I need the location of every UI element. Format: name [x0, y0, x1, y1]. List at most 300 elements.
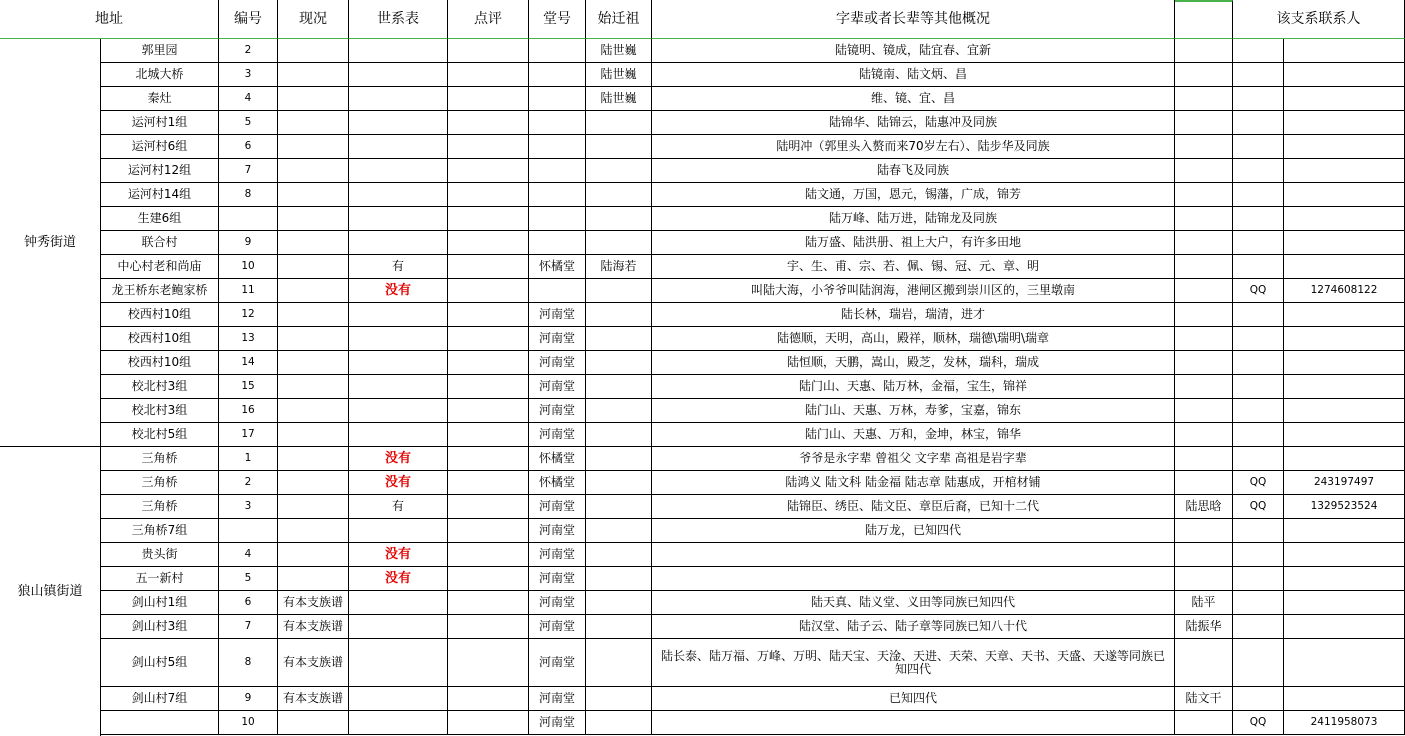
genealogy-cell[interactable] [349, 303, 448, 327]
ancestor-cell[interactable] [586, 423, 652, 447]
info-cell[interactable]: 爷爷是永字辈 曾祖父 文字辈 高祖是岩字辈 [652, 447, 1175, 471]
phone-cell[interactable] [1284, 639, 1405, 687]
genealogy-cell[interactable] [349, 687, 448, 711]
number-cell[interactable]: 2 [219, 471, 278, 495]
genealogy-cell[interactable] [349, 639, 448, 687]
ancestor-cell[interactable] [586, 159, 652, 183]
info-cell[interactable]: 陆天真、陆义堂、义田等同族已知四代 [652, 591, 1175, 615]
hall-cell[interactable]: 河南堂 [529, 567, 586, 591]
address-cell[interactable]: 剑山村5组 [101, 639, 219, 687]
review-cell[interactable] [448, 135, 529, 159]
info-cell[interactable]: 陆德顺，天明，高山，殿祥，顺林，瑞德\瑞明\瑞章 [652, 327, 1175, 351]
address-cell[interactable]: 龙王桥东老鲍家桥 [101, 279, 219, 303]
contact-cell[interactable] [1175, 711, 1233, 735]
contact-cell[interactable] [1175, 111, 1233, 135]
number-cell[interactable]: 5 [219, 111, 278, 135]
status-cell[interactable] [278, 231, 349, 255]
ancestor-cell[interactable] [586, 687, 652, 711]
review-cell[interactable] [448, 687, 529, 711]
qq-cell[interactable] [1233, 303, 1284, 327]
address-cell[interactable]: 校西村10组 [101, 303, 219, 327]
genealogy-cell[interactable] [349, 375, 448, 399]
ancestor-cell[interactable] [586, 471, 652, 495]
phone-cell[interactable] [1284, 447, 1405, 471]
hall-cell[interactable]: 河南堂 [529, 351, 586, 375]
contact-cell[interactable] [1175, 159, 1233, 183]
address-cell[interactable]: 剑山村3组 [101, 615, 219, 639]
status-cell[interactable] [278, 567, 349, 591]
qq-cell[interactable] [1233, 207, 1284, 231]
contact-cell[interactable] [1175, 471, 1233, 495]
number-cell[interactable]: 7 [219, 615, 278, 639]
qq-cell[interactable] [1233, 567, 1284, 591]
phone-cell[interactable] [1284, 111, 1405, 135]
qq-cell[interactable] [1233, 351, 1284, 375]
hall-cell[interactable]: 怀橘堂 [529, 447, 586, 471]
genealogy-cell[interactable] [349, 615, 448, 639]
ancestor-cell[interactable] [586, 183, 652, 207]
genealogy-cell[interactable]: 没有 [349, 543, 448, 567]
contact-cell[interactable] [1175, 207, 1233, 231]
phone-cell[interactable] [1284, 519, 1405, 543]
number-cell[interactable]: 9 [219, 231, 278, 255]
info-cell[interactable]: 陆汉堂、陆子云、陆子章等同族已知八十代 [652, 615, 1175, 639]
hall-cell[interactable]: 河南堂 [529, 327, 586, 351]
phone-cell[interactable]: 243197497 [1284, 471, 1405, 495]
address-cell[interactable]: 生建6组 [101, 207, 219, 231]
status-cell[interactable] [278, 375, 349, 399]
group-zhongxiu-street[interactable]: 钟秀街道 [0, 39, 101, 447]
info-cell[interactable]: 陆万盛、陆洪册、祖上大户，有许多田地 [652, 231, 1175, 255]
hall-cell[interactable]: 河南堂 [529, 639, 586, 687]
genealogy-cell[interactable]: 没有 [349, 567, 448, 591]
ancestor-cell[interactable] [586, 519, 652, 543]
status-cell[interactable] [278, 351, 349, 375]
review-cell[interactable] [448, 471, 529, 495]
phone-cell[interactable] [1284, 375, 1405, 399]
review-cell[interactable] [448, 543, 529, 567]
ancestor-cell[interactable]: 陆世巍 [586, 63, 652, 87]
info-cell[interactable] [652, 711, 1175, 735]
hall-cell[interactable]: 河南堂 [529, 423, 586, 447]
genealogy-cell[interactable] [349, 111, 448, 135]
genealogy-cell[interactable] [349, 519, 448, 543]
status-cell[interactable] [278, 327, 349, 351]
ancestor-cell[interactable] [586, 447, 652, 471]
review-cell[interactable] [448, 447, 529, 471]
header-blank[interactable] [1175, 0, 1233, 39]
ancestor-cell[interactable]: 陆海若 [586, 255, 652, 279]
number-cell[interactable]: 4 [219, 543, 278, 567]
ancestor-cell[interactable] [586, 711, 652, 735]
header-first-ancestor[interactable]: 始迁祖 [586, 0, 652, 39]
info-cell[interactable] [652, 567, 1175, 591]
hall-cell[interactable]: 河南堂 [529, 687, 586, 711]
ancestor-cell[interactable] [586, 135, 652, 159]
review-cell[interactable] [448, 159, 529, 183]
status-cell[interactable] [278, 63, 349, 87]
phone-cell[interactable] [1284, 351, 1405, 375]
address-cell[interactable]: 校西村10组 [101, 351, 219, 375]
address-cell[interactable]: 三角桥 [101, 495, 219, 519]
header-status[interactable]: 现况 [278, 0, 349, 39]
contact-cell[interactable] [1175, 39, 1233, 63]
hall-cell[interactable]: 河南堂 [529, 495, 586, 519]
address-cell[interactable]: 校北村3组 [101, 375, 219, 399]
qq-cell[interactable] [1233, 183, 1284, 207]
qq-cell[interactable] [1233, 135, 1284, 159]
contact-cell[interactable]: 陆文干 [1175, 687, 1233, 711]
genealogy-cell[interactable] [349, 183, 448, 207]
status-cell[interactable] [278, 39, 349, 63]
status-cell[interactable] [278, 447, 349, 471]
qq-cell[interactable] [1233, 327, 1284, 351]
status-cell[interactable] [278, 303, 349, 327]
hall-cell[interactable] [529, 183, 586, 207]
group-langshan-street[interactable]: 狼山镇街道 [0, 447, 101, 736]
contact-cell[interactable] [1175, 63, 1233, 87]
qq-cell[interactable] [1233, 111, 1284, 135]
address-cell[interactable]: 五一新村 [101, 567, 219, 591]
qq-cell[interactable]: QQ [1233, 471, 1284, 495]
number-cell[interactable]: 11 [219, 279, 278, 303]
info-cell[interactable]: 陆锦华、陆锦云，陆惠冲及同族 [652, 111, 1175, 135]
phone-cell[interactable] [1284, 423, 1405, 447]
qq-cell[interactable]: QQ [1233, 495, 1284, 519]
address-cell[interactable]: 北城大桥 [101, 63, 219, 87]
review-cell[interactable] [448, 255, 529, 279]
review-cell[interactable] [448, 711, 529, 735]
genealogy-cell[interactable] [349, 207, 448, 231]
contact-cell[interactable] [1175, 543, 1233, 567]
phone-cell[interactable] [1284, 159, 1405, 183]
phone-cell[interactable] [1284, 231, 1405, 255]
number-cell[interactable]: 10 [219, 255, 278, 279]
qq-cell[interactable] [1233, 591, 1284, 615]
hall-cell[interactable] [529, 111, 586, 135]
ancestor-cell[interactable] [586, 303, 652, 327]
review-cell[interactable] [448, 39, 529, 63]
qq-cell[interactable] [1233, 615, 1284, 639]
phone-cell[interactable] [1284, 183, 1405, 207]
number-cell[interactable]: 3 [219, 63, 278, 87]
review-cell[interactable] [448, 615, 529, 639]
genealogy-cell[interactable] [349, 351, 448, 375]
address-cell[interactable] [101, 711, 219, 735]
header-hall-name[interactable]: 堂号 [529, 0, 586, 39]
status-cell[interactable] [278, 207, 349, 231]
contact-cell[interactable] [1175, 399, 1233, 423]
info-cell[interactable]: 陆门山、天惠、万和，金坤，林宝，锦华 [652, 423, 1175, 447]
phone-cell[interactable] [1284, 567, 1405, 591]
address-cell[interactable]: 校北村3组 [101, 399, 219, 423]
qq-cell[interactable] [1233, 231, 1284, 255]
status-cell[interactable]: 有本支族谱 [278, 591, 349, 615]
genealogy-cell[interactable] [349, 399, 448, 423]
info-cell[interactable]: 陆明冲（郭里头入赘而来70岁左右）、陆步华及同族 [652, 135, 1175, 159]
info-cell[interactable]: 陆恒顺，天鹏，嵩山，殿芝，发林，瑞科，瑞成 [652, 351, 1175, 375]
qq-cell[interactable] [1233, 255, 1284, 279]
status-cell[interactable] [278, 183, 349, 207]
status-cell[interactable] [278, 279, 349, 303]
address-cell[interactable]: 三角桥7组 [101, 519, 219, 543]
status-cell[interactable]: 有本支族谱 [278, 639, 349, 687]
genealogy-cell[interactable] [349, 591, 448, 615]
qq-cell[interactable] [1233, 39, 1284, 63]
ancestor-cell[interactable] [586, 639, 652, 687]
qq-cell[interactable]: QQ [1233, 279, 1284, 303]
hall-cell[interactable] [529, 135, 586, 159]
number-cell[interactable] [219, 207, 278, 231]
info-cell[interactable]: 陆长林，瑞岩，瑞清，进才 [652, 303, 1175, 327]
address-cell[interactable]: 秦灶 [101, 87, 219, 111]
number-cell[interactable]: 14 [219, 351, 278, 375]
genealogy-cell[interactable] [349, 231, 448, 255]
genealogy-cell[interactable] [349, 63, 448, 87]
contact-cell[interactable] [1175, 279, 1233, 303]
ancestor-cell[interactable] [586, 111, 652, 135]
contact-cell[interactable] [1175, 447, 1233, 471]
contact-cell[interactable] [1175, 135, 1233, 159]
review-cell[interactable] [448, 423, 529, 447]
hall-cell[interactable] [529, 207, 586, 231]
number-cell[interactable]: 13 [219, 327, 278, 351]
contact-cell[interactable] [1175, 375, 1233, 399]
info-cell[interactable]: 陆锦臣、绣臣、陆文臣、章臣后裔，已知十二代 [652, 495, 1175, 519]
hall-cell[interactable]: 河南堂 [529, 615, 586, 639]
status-cell[interactable] [278, 159, 349, 183]
hall-cell[interactable] [529, 87, 586, 111]
hall-cell[interactable]: 怀橘堂 [529, 471, 586, 495]
genealogy-cell[interactable] [349, 711, 448, 735]
ancestor-cell[interactable] [586, 279, 652, 303]
number-cell[interactable]: 8 [219, 639, 278, 687]
info-cell[interactable]: 陆万峰、陆万进，陆锦龙及同族 [652, 207, 1175, 231]
review-cell[interactable] [448, 279, 529, 303]
phone-cell[interactable]: 1274608122 [1284, 279, 1405, 303]
number-cell[interactable]: 12 [219, 303, 278, 327]
hall-cell[interactable]: 河南堂 [529, 399, 586, 423]
status-cell[interactable] [278, 111, 349, 135]
contact-cell[interactable] [1175, 351, 1233, 375]
phone-cell[interactable] [1284, 63, 1405, 87]
review-cell[interactable] [448, 63, 529, 87]
genealogy-cell[interactable] [349, 135, 448, 159]
number-cell[interactable]: 5 [219, 567, 278, 591]
genealogy-cell[interactable]: 有 [349, 255, 448, 279]
contact-cell[interactable] [1175, 255, 1233, 279]
qq-cell[interactable] [1233, 519, 1284, 543]
number-cell[interactable]: 17 [219, 423, 278, 447]
hall-cell[interactable]: 河南堂 [529, 543, 586, 567]
ancestor-cell[interactable] [586, 231, 652, 255]
genealogy-cell[interactable] [349, 39, 448, 63]
ancestor-cell[interactable] [586, 615, 652, 639]
hall-cell[interactable]: 河南堂 [529, 591, 586, 615]
address-cell[interactable]: 三角桥 [101, 471, 219, 495]
ancestor-cell[interactable] [586, 567, 652, 591]
header-number[interactable]: 编号 [219, 0, 278, 39]
address-cell[interactable]: 中心村老和尚庙 [101, 255, 219, 279]
info-cell[interactable]: 陆门山、天惠、陆万林，金福，宝生，锦祥 [652, 375, 1175, 399]
hall-cell[interactable] [529, 231, 586, 255]
contact-cell[interactable] [1175, 519, 1233, 543]
status-cell[interactable] [278, 423, 349, 447]
info-cell[interactable]: 陆鸿义 陆文科 陆金福 陆志章 陆惠成，开棺材铺 [652, 471, 1175, 495]
number-cell[interactable]: 10 [219, 711, 278, 735]
number-cell[interactable]: 15 [219, 375, 278, 399]
contact-cell[interactable] [1175, 303, 1233, 327]
review-cell[interactable] [448, 639, 529, 687]
ancestor-cell[interactable] [586, 375, 652, 399]
number-cell[interactable]: 2 [219, 39, 278, 63]
number-cell[interactable] [219, 519, 278, 543]
info-cell[interactable]: 陆万龙，已知四代 [652, 519, 1175, 543]
genealogy-cell[interactable] [349, 423, 448, 447]
phone-cell[interactable] [1284, 687, 1405, 711]
info-cell[interactable]: 维、镜、宜、昌 [652, 87, 1175, 111]
contact-cell[interactable]: 陆平 [1175, 591, 1233, 615]
genealogy-cell[interactable]: 没有 [349, 279, 448, 303]
address-cell[interactable]: 校西村10组 [101, 327, 219, 351]
header-generation-info[interactable]: 字辈或者长辈等其他概况 [652, 0, 1175, 39]
phone-cell[interactable] [1284, 255, 1405, 279]
address-cell[interactable]: 运河村14组 [101, 183, 219, 207]
review-cell[interactable] [448, 495, 529, 519]
phone-cell[interactable] [1284, 399, 1405, 423]
qq-cell[interactable] [1233, 423, 1284, 447]
hall-cell[interactable] [529, 279, 586, 303]
contact-cell[interactable] [1175, 231, 1233, 255]
address-cell[interactable]: 联合村 [101, 231, 219, 255]
review-cell[interactable] [448, 375, 529, 399]
hall-cell[interactable]: 河南堂 [529, 303, 586, 327]
number-cell[interactable]: 9 [219, 687, 278, 711]
info-cell[interactable]: 叫陆大海，小爷爷叫陆润海，港闸区搬到崇川区的，三里墩南 [652, 279, 1175, 303]
qq-cell[interactable] [1233, 543, 1284, 567]
status-cell[interactable] [278, 135, 349, 159]
ancestor-cell[interactable] [586, 543, 652, 567]
contact-cell[interactable] [1175, 567, 1233, 591]
review-cell[interactable] [448, 183, 529, 207]
number-cell[interactable]: 8 [219, 183, 278, 207]
phone-cell[interactable] [1284, 615, 1405, 639]
genealogy-cell[interactable]: 有 [349, 495, 448, 519]
ancestor-cell[interactable]: 陆世巍 [586, 87, 652, 111]
info-cell[interactable]: 陆门山、天惠、万林，寿爹，宝嘉，锦东 [652, 399, 1175, 423]
hall-cell[interactable] [529, 39, 586, 63]
review-cell[interactable] [448, 303, 529, 327]
address-cell[interactable]: 剑山村1组 [101, 591, 219, 615]
info-cell[interactable]: 陆春飞及同族 [652, 159, 1175, 183]
info-cell[interactable]: 宇、生、甫、宗、若、佩、锡、冠、元、章、明 [652, 255, 1175, 279]
hall-cell[interactable]: 河南堂 [529, 519, 586, 543]
hall-cell[interactable]: 怀橘堂 [529, 255, 586, 279]
contact-cell[interactable] [1175, 87, 1233, 111]
address-cell[interactable]: 运河村6组 [101, 135, 219, 159]
address-cell[interactable]: 贵头街 [101, 543, 219, 567]
qq-cell[interactable] [1233, 375, 1284, 399]
info-cell[interactable]: 陆文通，万国，恩元，锡藩，广成，锦芳 [652, 183, 1175, 207]
status-cell[interactable] [278, 711, 349, 735]
status-cell[interactable] [278, 87, 349, 111]
phone-cell[interactable] [1284, 327, 1405, 351]
qq-cell[interactable] [1233, 639, 1284, 687]
contact-cell[interactable] [1175, 183, 1233, 207]
status-cell[interactable] [278, 543, 349, 567]
review-cell[interactable] [448, 87, 529, 111]
info-cell[interactable]: 陆镜南、陆文炳、昌 [652, 63, 1175, 87]
hall-cell[interactable] [529, 159, 586, 183]
header-review[interactable]: 点评 [448, 0, 529, 39]
qq-cell[interactable] [1233, 87, 1284, 111]
review-cell[interactable] [448, 327, 529, 351]
number-cell[interactable]: 3 [219, 495, 278, 519]
info-cell[interactable] [652, 543, 1175, 567]
number-cell[interactable]: 16 [219, 399, 278, 423]
qq-cell[interactable]: QQ [1233, 711, 1284, 735]
genealogy-cell[interactable]: 没有 [349, 471, 448, 495]
genealogy-cell[interactable] [349, 159, 448, 183]
qq-cell[interactable] [1233, 447, 1284, 471]
phone-cell[interactable] [1284, 87, 1405, 111]
phone-cell[interactable] [1284, 303, 1405, 327]
address-cell[interactable]: 剑山村7组 [101, 687, 219, 711]
genealogy-cell[interactable] [349, 87, 448, 111]
status-cell[interactable]: 有本支族谱 [278, 615, 349, 639]
address-cell[interactable]: 郭里园 [101, 39, 219, 63]
number-cell[interactable]: 6 [219, 591, 278, 615]
hall-cell[interactable]: 河南堂 [529, 711, 586, 735]
phone-cell[interactable]: 2411958073 [1284, 711, 1405, 735]
contact-cell[interactable] [1175, 327, 1233, 351]
status-cell[interactable] [278, 519, 349, 543]
review-cell[interactable] [448, 351, 529, 375]
phone-cell[interactable]: 1329523524 [1284, 495, 1405, 519]
qq-cell[interactable] [1233, 687, 1284, 711]
ancestor-cell[interactable] [586, 207, 652, 231]
address-cell[interactable]: 运河村12组 [101, 159, 219, 183]
ancestor-cell[interactable] [586, 399, 652, 423]
number-cell[interactable]: 4 [219, 87, 278, 111]
phone-cell[interactable] [1284, 39, 1405, 63]
status-cell[interactable] [278, 399, 349, 423]
info-cell[interactable]: 陆长泰、陆万福、万峰、万明、陆天宝、天淦、天进、天荣、天章、天书、天盛、天遂等同族已知四代 [652, 639, 1175, 687]
phone-cell[interactable] [1284, 135, 1405, 159]
genealogy-cell[interactable]: 没有 [349, 447, 448, 471]
info-cell[interactable]: 已知四代 [652, 687, 1175, 711]
contact-cell[interactable] [1175, 423, 1233, 447]
qq-cell[interactable] [1233, 399, 1284, 423]
ancestor-cell[interactable] [586, 495, 652, 519]
review-cell[interactable] [448, 567, 529, 591]
review-cell[interactable] [448, 591, 529, 615]
status-cell[interactable]: 有本支族谱 [278, 687, 349, 711]
status-cell[interactable] [278, 471, 349, 495]
contact-cell[interactable] [1175, 639, 1233, 687]
address-cell[interactable]: 运河村1组 [101, 111, 219, 135]
review-cell[interactable] [448, 519, 529, 543]
hall-cell[interactable]: 河南堂 [529, 375, 586, 399]
review-cell[interactable] [448, 399, 529, 423]
header-address[interactable]: 地址 [0, 0, 219, 39]
info-cell[interactable]: 陆镜明、镜成，陆宜春、宜新 [652, 39, 1175, 63]
review-cell[interactable] [448, 111, 529, 135]
qq-cell[interactable] [1233, 159, 1284, 183]
number-cell[interactable]: 7 [219, 159, 278, 183]
number-cell[interactable]: 1 [219, 447, 278, 471]
address-cell[interactable]: 校北村5组 [101, 423, 219, 447]
